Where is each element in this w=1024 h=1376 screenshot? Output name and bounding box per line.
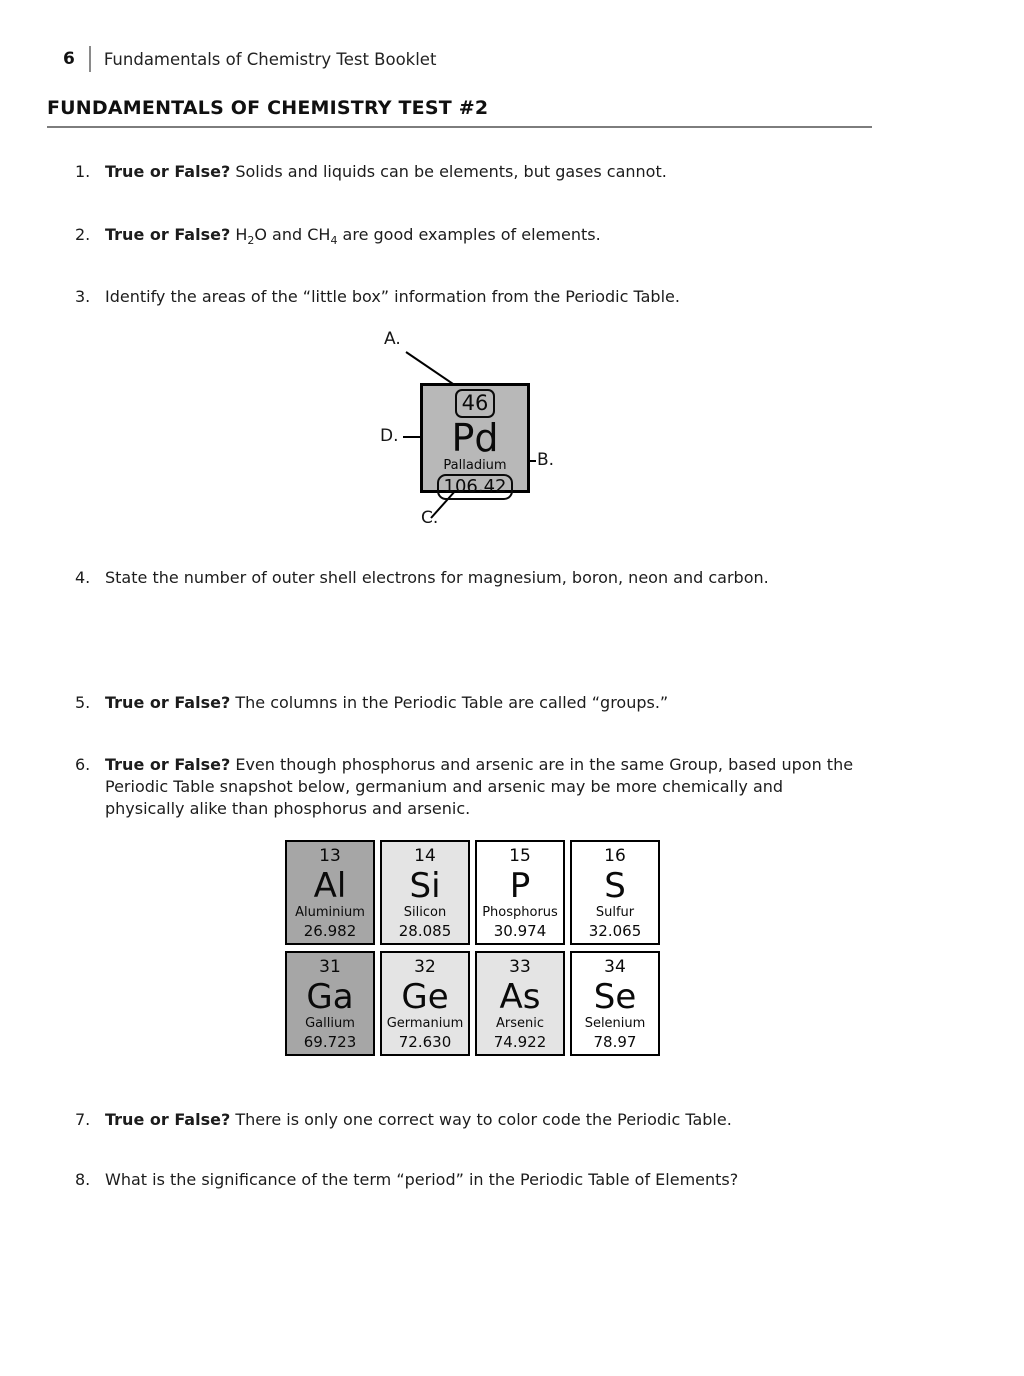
cell-element-name: Arsenic [495, 1016, 544, 1032]
cell-atomic-number: 32 [414, 957, 436, 977]
question-text: True or False? The columns in the Periodic Table are called “groups.” [105, 693, 669, 712]
atomic-mass: 106.42 [437, 474, 514, 500]
question-number: 6. [75, 755, 91, 774]
element-box-pd [420, 383, 530, 497]
cell-element-symbol: Si [409, 865, 441, 906]
question-3 [75, 286, 890, 308]
atomic-number: 46 [455, 389, 496, 418]
cell-atomic-number: 16 [604, 846, 626, 866]
cell-element-symbol: Se [593, 976, 637, 1017]
cell-atomic-mass: 30.974 [493, 921, 547, 940]
true-false-prompt: True or False? [105, 1110, 231, 1129]
cell-atomic-mass: 78.97 [593, 1032, 637, 1051]
cell-atomic-number: 13 [319, 846, 341, 866]
question-6 [75, 754, 890, 820]
cell-atomic-number: 14 [414, 846, 436, 866]
subscript: 4 [330, 234, 338, 247]
diagram-label-a: A. [384, 329, 401, 349]
cell-atomic-mass: 28.085 [398, 921, 452, 940]
question-2 [75, 224, 890, 246]
question-number: 3. [75, 287, 91, 306]
element-grid-cell [285, 840, 375, 945]
question-number: 2. [75, 225, 91, 244]
element-grid-cell [380, 951, 470, 1056]
cell-atomic-mass: 26.982 [303, 921, 357, 940]
cell-element-symbol: Ge [401, 976, 449, 1017]
question-1 [75, 161, 890, 183]
question-text: What is the significance of the term “period” in the Periodic Table of Elements? [105, 1170, 739, 1189]
question-text: True or False? Even though phosphorus and arsenic are in the same Group, based upon the Periodic Table snapshot below, germanium and arsenic may be more chemically and physically alike than phosphorus and arsenic. [105, 755, 854, 818]
element-grid-cell [380, 840, 470, 945]
cell-element-symbol: Ga [306, 976, 354, 1017]
booklet-title: Fundamentals of Chemistry Test Booklet [103, 49, 437, 69]
question-7 [75, 1109, 890, 1131]
question-number: 1. [75, 162, 91, 181]
cell-element-name: Gallium [305, 1016, 355, 1032]
question-8 [75, 1169, 890, 1191]
cell-atomic-mass: 72.630 [398, 1032, 452, 1051]
question-number: 8. [75, 1170, 91, 1189]
cell-element-symbol: S [604, 865, 626, 906]
element-box-diagram [370, 330, 590, 543]
element-grid-cell [285, 951, 375, 1056]
element-grid-cell [570, 840, 660, 945]
cell-element-name: Silicon [403, 905, 447, 921]
test-title: FUNDAMENTALS OF CHEMISTRY TEST #2 [47, 97, 489, 119]
header-divider [89, 46, 91, 72]
cell-element-symbol: As [499, 976, 541, 1017]
cell-element-symbol: Al [313, 865, 347, 906]
question-number: 5. [75, 693, 91, 712]
element-grid-cell [475, 951, 565, 1056]
cell-element-name: Germanium [386, 1016, 464, 1032]
diagram-label-b: B. [537, 450, 555, 470]
question-text: Identify the areas of the “little box” information from the Periodic Table. [105, 287, 680, 306]
element-grid [285, 840, 660, 1056]
cell-atomic-number: 15 [509, 846, 531, 866]
diagram-label-d: D. [380, 426, 399, 446]
cell-element-name: Sulfur [595, 905, 635, 921]
cell-atomic-mass: 32.065 [588, 921, 642, 940]
cell-atomic-mass: 69.723 [303, 1032, 357, 1051]
cell-element-name: Phosphorus [482, 905, 558, 921]
cell-atomic-mass: 74.922 [493, 1032, 547, 1051]
question-text: True or False? Solids and liquids can be elements, but gases cannot. [105, 162, 667, 181]
question-text: True or False? There is only one correct way to color code the Periodic Table. [105, 1110, 732, 1129]
page-header [63, 46, 436, 72]
true-false-prompt: True or False? [105, 162, 231, 181]
cell-atomic-number: 31 [319, 957, 341, 977]
cell-element-symbol: P [509, 865, 531, 906]
question-text: State the number of outer shell electrons for magnesium, boron, neon and carbon. [105, 568, 769, 587]
question-4 [75, 567, 890, 589]
cell-atomic-number: 34 [604, 957, 626, 977]
element-grid-cell [570, 951, 660, 1056]
element-name: Palladium [443, 458, 507, 473]
element-grid-cell [475, 840, 565, 945]
question-number: 4. [75, 568, 91, 587]
true-false-prompt: True or False? [105, 693, 231, 712]
subscript: 2 [247, 234, 255, 247]
true-false-prompt: True or False? [105, 225, 231, 244]
element-symbol: Pd [451, 416, 499, 460]
question-text: True or False? $H_2O$ and $CH_4$ are good examples of elements. [105, 225, 601, 247]
cell-element-name: Aluminium [295, 905, 365, 921]
diagram-label-c: C. [421, 508, 439, 528]
page-number: 6 [63, 49, 75, 69]
question-5 [75, 692, 890, 714]
title-rule [47, 126, 872, 128]
cell-element-name: Selenium [584, 1016, 646, 1032]
cell-atomic-number: 33 [509, 957, 531, 977]
true-false-prompt: True or False? [105, 755, 231, 774]
question-number: 7. [75, 1110, 91, 1129]
